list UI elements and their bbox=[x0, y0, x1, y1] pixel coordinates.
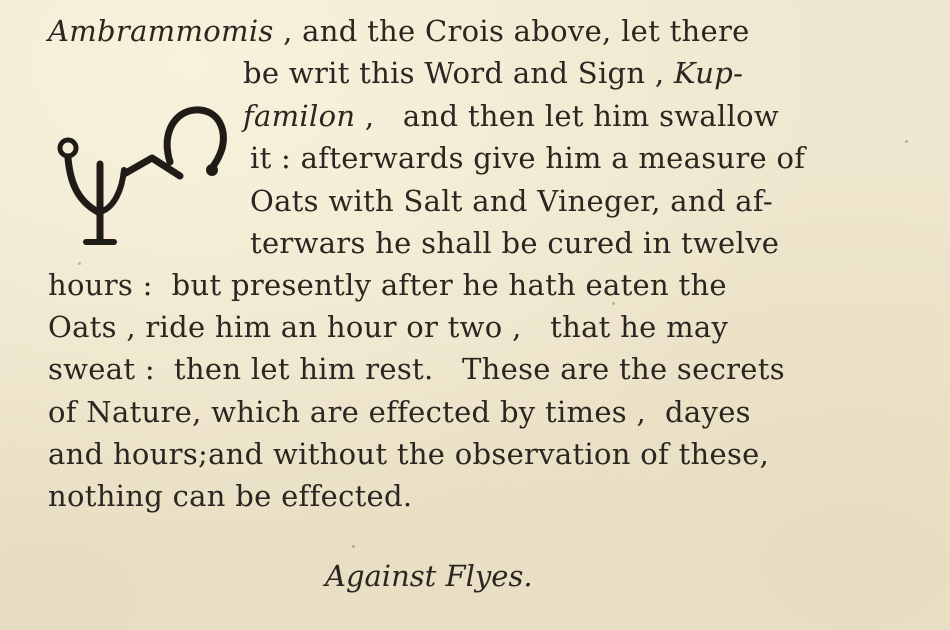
paper-speck bbox=[905, 140, 908, 143]
line-3-text: , and then let him swallow bbox=[355, 99, 780, 133]
text-line-8: Oats , ride him an hour or two , that he may bbox=[48, 310, 729, 344]
italic-word-familon: familon bbox=[243, 99, 356, 133]
line-2-text: be writ this Word and Sign , bbox=[243, 56, 674, 90]
text-line-6: terwars he shall be cured in twelve bbox=[250, 226, 780, 260]
section-heading: Against Flyes. bbox=[325, 559, 533, 593]
text-line-5: Oats with Salt and Vineger, and af- bbox=[250, 184, 773, 218]
text-line-9: sweat : then let him rest. These are the secrets bbox=[48, 352, 785, 386]
italic-word-kup: Kup- bbox=[673, 56, 744, 90]
occult-sign-icon bbox=[52, 100, 237, 260]
italic-word-ambrammomis: Ambrammomis bbox=[48, 14, 274, 48]
text-line-1 bbox=[48, 14, 750, 48]
text-line-7: hours : but presently after he hath eaten the bbox=[48, 268, 727, 302]
paper-speck bbox=[612, 302, 615, 305]
paper-speck bbox=[78, 262, 81, 265]
text-line-3 bbox=[243, 99, 779, 133]
paper-speck bbox=[352, 545, 355, 548]
text-line-4: it : afterwards give him a measure of bbox=[250, 141, 806, 175]
text-line-12: nothing can be effected. bbox=[48, 479, 413, 513]
line-1-text: , and the Crois above, let there bbox=[273, 14, 750, 48]
text-line-2 bbox=[243, 56, 743, 90]
text-line-11: and hours;and without the observation of these, bbox=[48, 437, 770, 471]
text-line-10: of Nature, which are effected by times , dayes bbox=[48, 395, 751, 429]
